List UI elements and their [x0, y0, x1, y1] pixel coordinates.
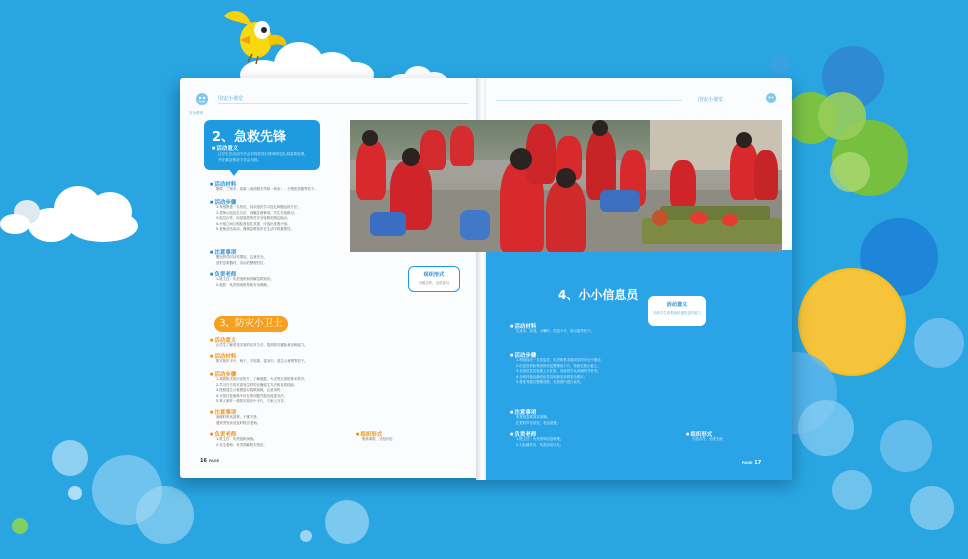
- text-line: 5.将优秀建议整理成册，在校园内进行宣传。: [516, 380, 584, 385]
- purpose-label: ■ 活动意义: [212, 144, 238, 152]
- teacher-text: [516, 437, 646, 448]
- bubble-icon: [12, 518, 28, 534]
- student-head: [402, 148, 420, 166]
- bubble-icon: [910, 486, 954, 530]
- org-desc: 小组合作，全班交流: [692, 437, 723, 441]
- cloud-icon: [28, 178, 148, 248]
- page-number-value: 17: [754, 460, 762, 466]
- helmet: [690, 212, 708, 224]
- steps-label: ■ 活动步骤: [510, 351, 536, 359]
- steps-label: ■ 活动步骤: [210, 198, 236, 206]
- student-head: [736, 132, 752, 148]
- cloud-icon: [0, 208, 34, 234]
- org-note: [408, 266, 460, 292]
- bubble-icon: [832, 470, 872, 510]
- page-number-value: 16: [200, 458, 207, 464]
- purpose-label: 活动意义: [666, 302, 688, 308]
- activity-photo: [350, 120, 782, 252]
- equipment: [370, 212, 406, 236]
- section-title-pill: 3、防灾小卫士: [214, 316, 288, 332]
- org-desc: 集体演练，分组讨论: [362, 437, 393, 441]
- bubble-icon: [914, 318, 964, 368]
- student-head: [592, 120, 608, 136]
- student-head: [510, 148, 532, 170]
- student-figure: [546, 180, 586, 252]
- materials-text: [516, 329, 776, 335]
- org-note-title: 组织形式: [423, 272, 445, 278]
- purpose-text: [218, 152, 318, 163]
- text-line: 2.老师示范包扎方法，讲解注意事项，学生分组练习；: [216, 210, 298, 215]
- text-line: 1.班主任：负责组织演练。: [216, 437, 257, 441]
- student-head: [556, 168, 576, 188]
- student-figure: [754, 150, 778, 200]
- teacher-text: [216, 277, 386, 288]
- bird-icon: [218, 6, 290, 64]
- org-label: ■ 组织形式: [356, 430, 382, 438]
- logo-text: 安全教育: [189, 111, 204, 115]
- equipment: [600, 190, 640, 212]
- teacher-label: ■ 负责老师: [210, 430, 236, 438]
- text-line: 1.每组推选一名伤员，其余组员学习包扎和搬运的方法；: [216, 205, 301, 209]
- materials-label: ■ 活动材料: [210, 180, 236, 188]
- equipment: [460, 210, 490, 240]
- steps-text: [516, 358, 776, 386]
- stretcher: [660, 206, 770, 220]
- text-line: 3.组员合作，用担架将伤员安全转移到指定地点；: [216, 216, 291, 221]
- org-note-desc: 分组合作，全员参与: [418, 281, 450, 285]
- bubble-icon: [136, 486, 194, 544]
- text-line: 3.按照逃生示意图进行疏散演练，记录用时；: [216, 388, 284, 393]
- bubble-icon: [68, 486, 82, 500]
- text-line: 2.信息员将收集到的信息整理成卡片，张贴在展示板上；: [516, 363, 601, 368]
- text-line: 3.各组信息员轮流上台汇报，其他同学认真倾听并补充；: [516, 369, 601, 374]
- text-line: 爱护急救器材，活动后整理归位。: [216, 260, 267, 265]
- helmet: [722, 214, 738, 226]
- teacher-text: [216, 437, 336, 448]
- notes-text: [516, 415, 776, 426]
- text-line: 1.每组选出一名信息员，负责收集本组同学的安全小建议；: [516, 358, 604, 362]
- text-line: 1.班主任：负责指导信息收集。: [516, 437, 564, 441]
- materials-text: [216, 359, 456, 365]
- student-head: [362, 130, 378, 146]
- bubble-icon: [325, 500, 369, 544]
- header-divider: [218, 103, 468, 104]
- page-number: [200, 458, 219, 464]
- text-line: 记录本、彩笔、小喇叭、信息卡片、展示板等若干。: [516, 329, 594, 333]
- text-line: 4.全班评选出最佳信息员和最实用的安全建议；: [516, 374, 588, 379]
- text-line: 4.分组讨论演练中存在的问题并提出改进办法；: [216, 393, 288, 398]
- text-line: 并在紧急情况下学会自救。: [218, 157, 262, 162]
- student-figure: [670, 160, 696, 208]
- text-line: 遇到突发状况及时报告老师。: [216, 420, 261, 425]
- text-line: 5.老师总结活动，强调急救知识在生活中的重要性。: [216, 227, 294, 232]
- steps-label: ■ 活动步骤: [210, 370, 236, 378]
- steps-text: [216, 377, 456, 405]
- steps-text: [216, 205, 336, 233]
- purpose-text: [216, 343, 456, 349]
- text-line: 让学生在活动中学会对同伴进行简单的包扎和急救处理，: [218, 152, 308, 156]
- logo-icon: [762, 92, 780, 108]
- purpose-note: [648, 296, 706, 326]
- notes-text: [216, 415, 456, 426]
- text-line: 防灾知识卡片、哨子、手电筒、湿毛巾、逃生示意图等若干。: [216, 359, 308, 363]
- materials-label: ■ 活动材料: [210, 352, 236, 360]
- page-number: [742, 460, 761, 466]
- text-line: 汇报时声音洪亮，表达清楚。: [516, 420, 561, 425]
- text-line: 绷带、三角巾、担架（或两根长竿和一块布）、小型医药箱等若干。: [216, 187, 318, 191]
- text-line: 演练时听从指挥，不推不挤。: [216, 415, 261, 419]
- bubble-icon: [300, 530, 312, 542]
- teacher-label: ■ 负责老师: [510, 430, 536, 438]
- banner-tail: [228, 168, 240, 176]
- materials-label: ■ 活动材料: [510, 322, 536, 330]
- text-line: 2.校医：负责现场指导和安全保障。: [216, 282, 271, 287]
- purpose-desc: 培养学生收集和传递信息的能力: [653, 311, 701, 315]
- text-line: 2.大队辅导员：负责活动评比。: [516, 442, 564, 447]
- section-title: 2、急救先锋: [212, 130, 287, 145]
- page-word: PAGE: [208, 459, 220, 463]
- header-title: 国安小课堂: [698, 97, 724, 103]
- bubble-icon: [798, 400, 854, 456]
- ball: [652, 210, 668, 226]
- student-figure: [420, 130, 446, 170]
- teacher-label: ■ 负责老师: [210, 270, 236, 278]
- notes-label: ■ 注意事项: [210, 248, 236, 256]
- header-title: 国安小课堂: [218, 96, 244, 102]
- logo-icon: [191, 92, 213, 112]
- section-title: 4、小小信息员: [558, 288, 639, 302]
- text-line: 5.每人制作一张防灾知识小卡片，与家人分享。: [216, 399, 288, 404]
- text-line: 4.小组之间互相检查包扎效果，评选出优胜小组；: [216, 221, 291, 226]
- student-figure: [450, 126, 474, 166]
- text-line: 收集信息要真实准确。: [516, 415, 550, 419]
- text-line: 1.观看防灾知识宣传片，了解地震、火灾等灾害的基本常识；: [216, 377, 308, 381]
- notes-label: ■ 注意事项: [210, 408, 236, 416]
- notes-label: ■ 注意事项: [510, 408, 536, 416]
- bubble-icon: [830, 152, 870, 192]
- bubble-icon: [818, 92, 866, 140]
- org-label: ■ 组织形式: [686, 430, 712, 438]
- text-line: 2.学习在不同灾害发生时的正确逃生方法和自救技能；: [216, 382, 298, 387]
- text-line: 2.安全老师：负责讲解防灾知识。: [216, 442, 267, 447]
- text-line: 搬运伤员时动作要轻，注意安全。: [216, 255, 267, 259]
- bubble-icon: [880, 420, 932, 472]
- section-banner: [204, 120, 320, 170]
- text-line: 让学生了解常见灾害的应对方法，提高防灾避险意识和能力。: [216, 343, 308, 347]
- header-divider: [496, 100, 682, 101]
- materials-text: [216, 187, 336, 193]
- page-word: PAGE: [742, 461, 753, 465]
- student-figure: [356, 140, 386, 200]
- purpose-label: ■ 活动意义: [210, 336, 236, 344]
- bubble-icon: [770, 56, 788, 74]
- bubble-icon: [52, 440, 88, 476]
- text-line: 1.班主任：负责组织和讲解急救知识。: [216, 277, 274, 281]
- notes-text: [216, 255, 336, 266]
